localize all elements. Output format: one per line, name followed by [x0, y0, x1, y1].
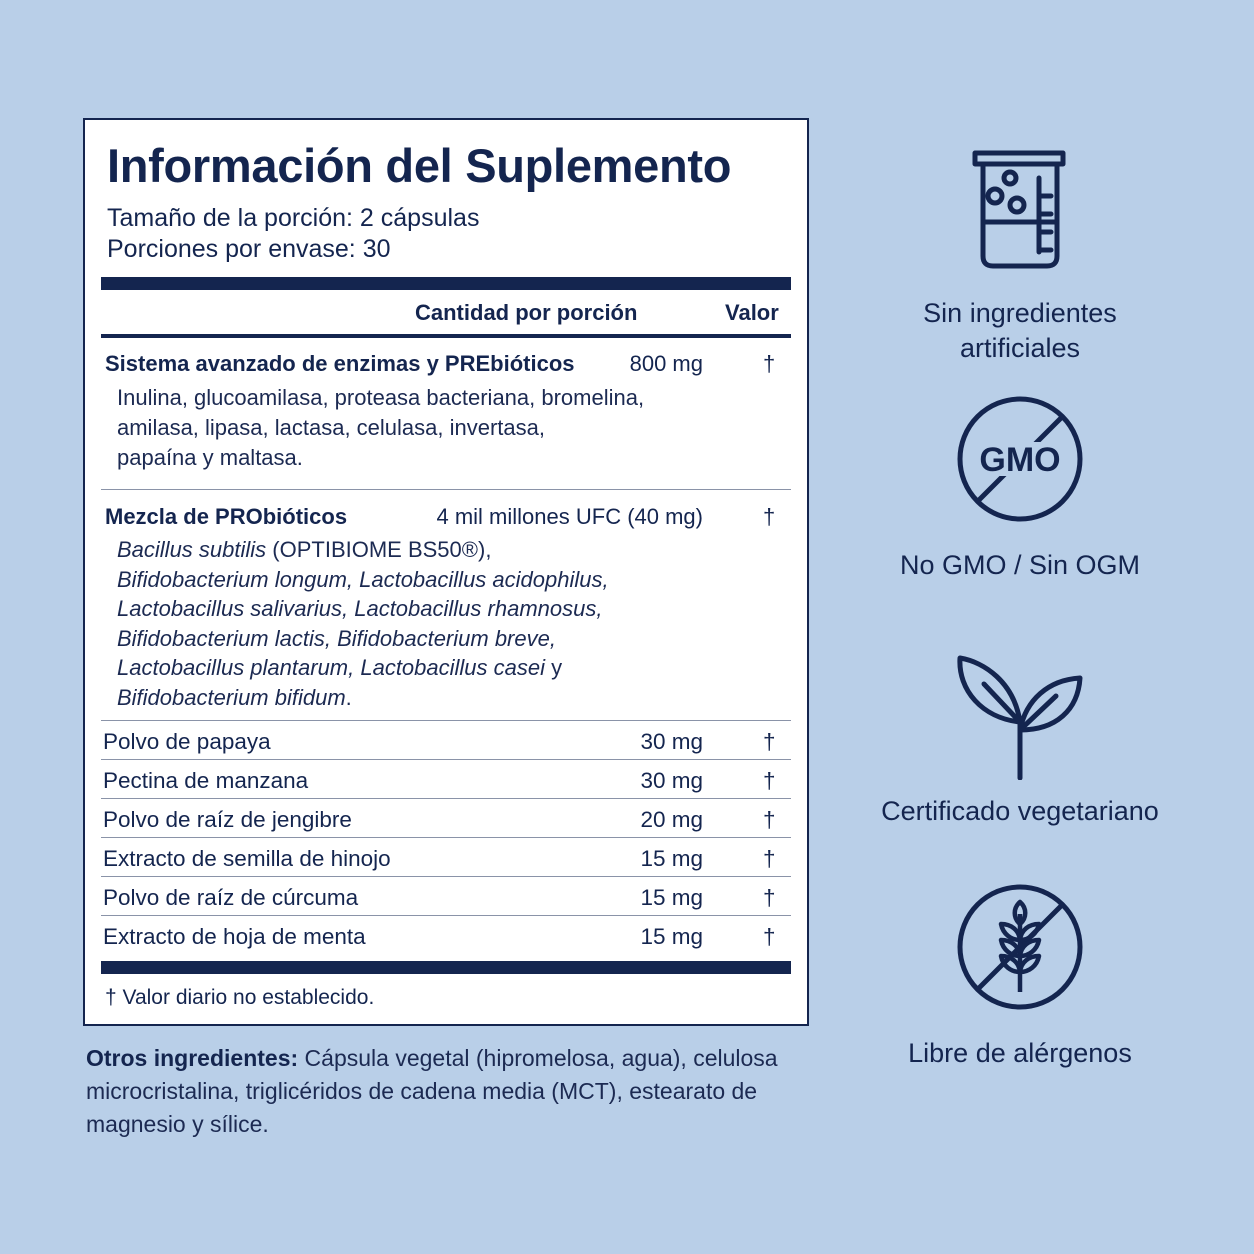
other-ingredients-text: Cápsula vegetal (hipromelosa, agua), celulosa microcristalina, triglicéridos de cadena media (MCT), estearato de magnesio y sílice.	[86, 1045, 778, 1137]
serving-size: Tamaño de la porción: 2 cápsulas	[107, 204, 480, 232]
svg-text:GMO: GMO	[979, 441, 1061, 479]
enzyme-blend-amount: 800 mg	[629, 351, 703, 376]
table-row	[101, 760, 791, 799]
ingredient-dv: †	[763, 807, 776, 832]
enzyme-line: papaína y maltasa.	[117, 445, 303, 470]
ingredient-name: Polvo de papaya	[103, 729, 271, 754]
table-row	[101, 877, 791, 916]
enzyme-blend-name: Sistema avanzado de enzimas y PREbióticos	[105, 351, 575, 376]
table-row	[101, 916, 791, 956]
probiotic-blend-ingredients	[117, 535, 757, 712]
beaker-icon	[965, 148, 1075, 274]
ingredient-dv: †	[763, 729, 776, 754]
ingredient-name: Extracto de hoja de menta	[103, 924, 366, 949]
ingredient-amount: 15 mg	[640, 885, 703, 910]
header-divider	[101, 334, 791, 338]
probiotic-blend-name: Mezcla de PRObióticos	[105, 504, 348, 529]
ingredient-name: Polvo de raíz de cúrcuma	[103, 885, 359, 910]
probiotic-blend-dv: †	[763, 504, 776, 529]
probiotic-line: Lactobacillus plantarum, Lactobacillus casei y	[117, 655, 563, 680]
table-row	[101, 721, 791, 760]
ingredient-dv: †	[763, 768, 776, 793]
probiotic-line: Bifidobacterium longum, Lactobacillus acidophilus,	[117, 566, 609, 592]
ingredient-name: Pectina de manzana	[103, 768, 309, 793]
table-row	[101, 838, 791, 877]
ingredient-amount: 15 mg	[640, 846, 703, 871]
probiotic-blend-amount: 4 mil millones UFC (40 mg)	[436, 504, 703, 529]
other-ingredients	[86, 1042, 806, 1141]
badge-no-artificial	[870, 148, 1170, 366]
no-gluten-icon	[957, 884, 1083, 1010]
badge-label: Libre de alérgenos	[908, 1038, 1132, 1068]
no-gmo-icon	[957, 396, 1083, 522]
badge-label: No GMO / Sin OGM	[899, 550, 1141, 580]
thick-divider-top	[101, 277, 791, 290]
supplement-facts-panel	[83, 118, 809, 1026]
probiotic-line: Bifidobacterium bifidum.	[117, 684, 352, 710]
header-value: Valor	[725, 300, 779, 325]
enzyme-line: Inulina, glucoamilasa, proteasa bacteriana, bromelina,	[117, 385, 645, 410]
ingredient-amount: 20 mg	[640, 807, 703, 832]
ingredient-dv: †	[763, 924, 776, 949]
ingredient-amount: 30 mg	[640, 729, 703, 754]
thick-divider-bottom	[101, 961, 791, 974]
ingredient-amount: 15 mg	[640, 924, 703, 949]
leaf-icon	[956, 650, 1084, 780]
badge-allergen-free	[870, 884, 1170, 1071]
badge-label: artificiales	[959, 333, 1081, 363]
probiotic-line: Lactobacillus salivarius, Lactobacillus rhamnosus,	[117, 596, 603, 621]
ingredient-name: Polvo de raíz de jengibre	[103, 807, 352, 832]
header-amount: Cantidad por porción	[415, 300, 638, 325]
badge-vegetarian	[870, 650, 1170, 829]
badge-no-gmo	[870, 396, 1170, 583]
ingredient-name: Extracto de semilla de hinojo	[103, 846, 391, 871]
other-ingredients-label: Otros ingredientes:	[86, 1045, 299, 1071]
enzyme-blend-ingredients	[117, 383, 757, 473]
enzyme-blend-dv: †	[763, 351, 776, 376]
badge-label: Certificado vegetariano	[881, 796, 1159, 826]
ingredient-dv: †	[763, 885, 776, 910]
panel-title: Información del Suplemento	[107, 139, 732, 192]
badge-label: Sin ingredientes	[923, 298, 1117, 328]
ingredient-dv: †	[763, 846, 776, 871]
table-row	[101, 799, 791, 838]
probiotic-line: Bifidobacterium lactis, Bifidobacterium breve,	[117, 625, 556, 651]
servings-per-container: Porciones por envase: 30	[107, 235, 391, 263]
ingredient-amount: 30 mg	[640, 768, 703, 793]
divider	[101, 489, 791, 490]
probiotic-line: Bacillus subtilis (OPTIBIOME BS50®),	[117, 537, 492, 562]
enzyme-line: amilasa, lipasa, lactasa, celulasa, invertasa,	[117, 415, 545, 440]
footnote: † Valor diario no establecido.	[105, 986, 375, 1009]
